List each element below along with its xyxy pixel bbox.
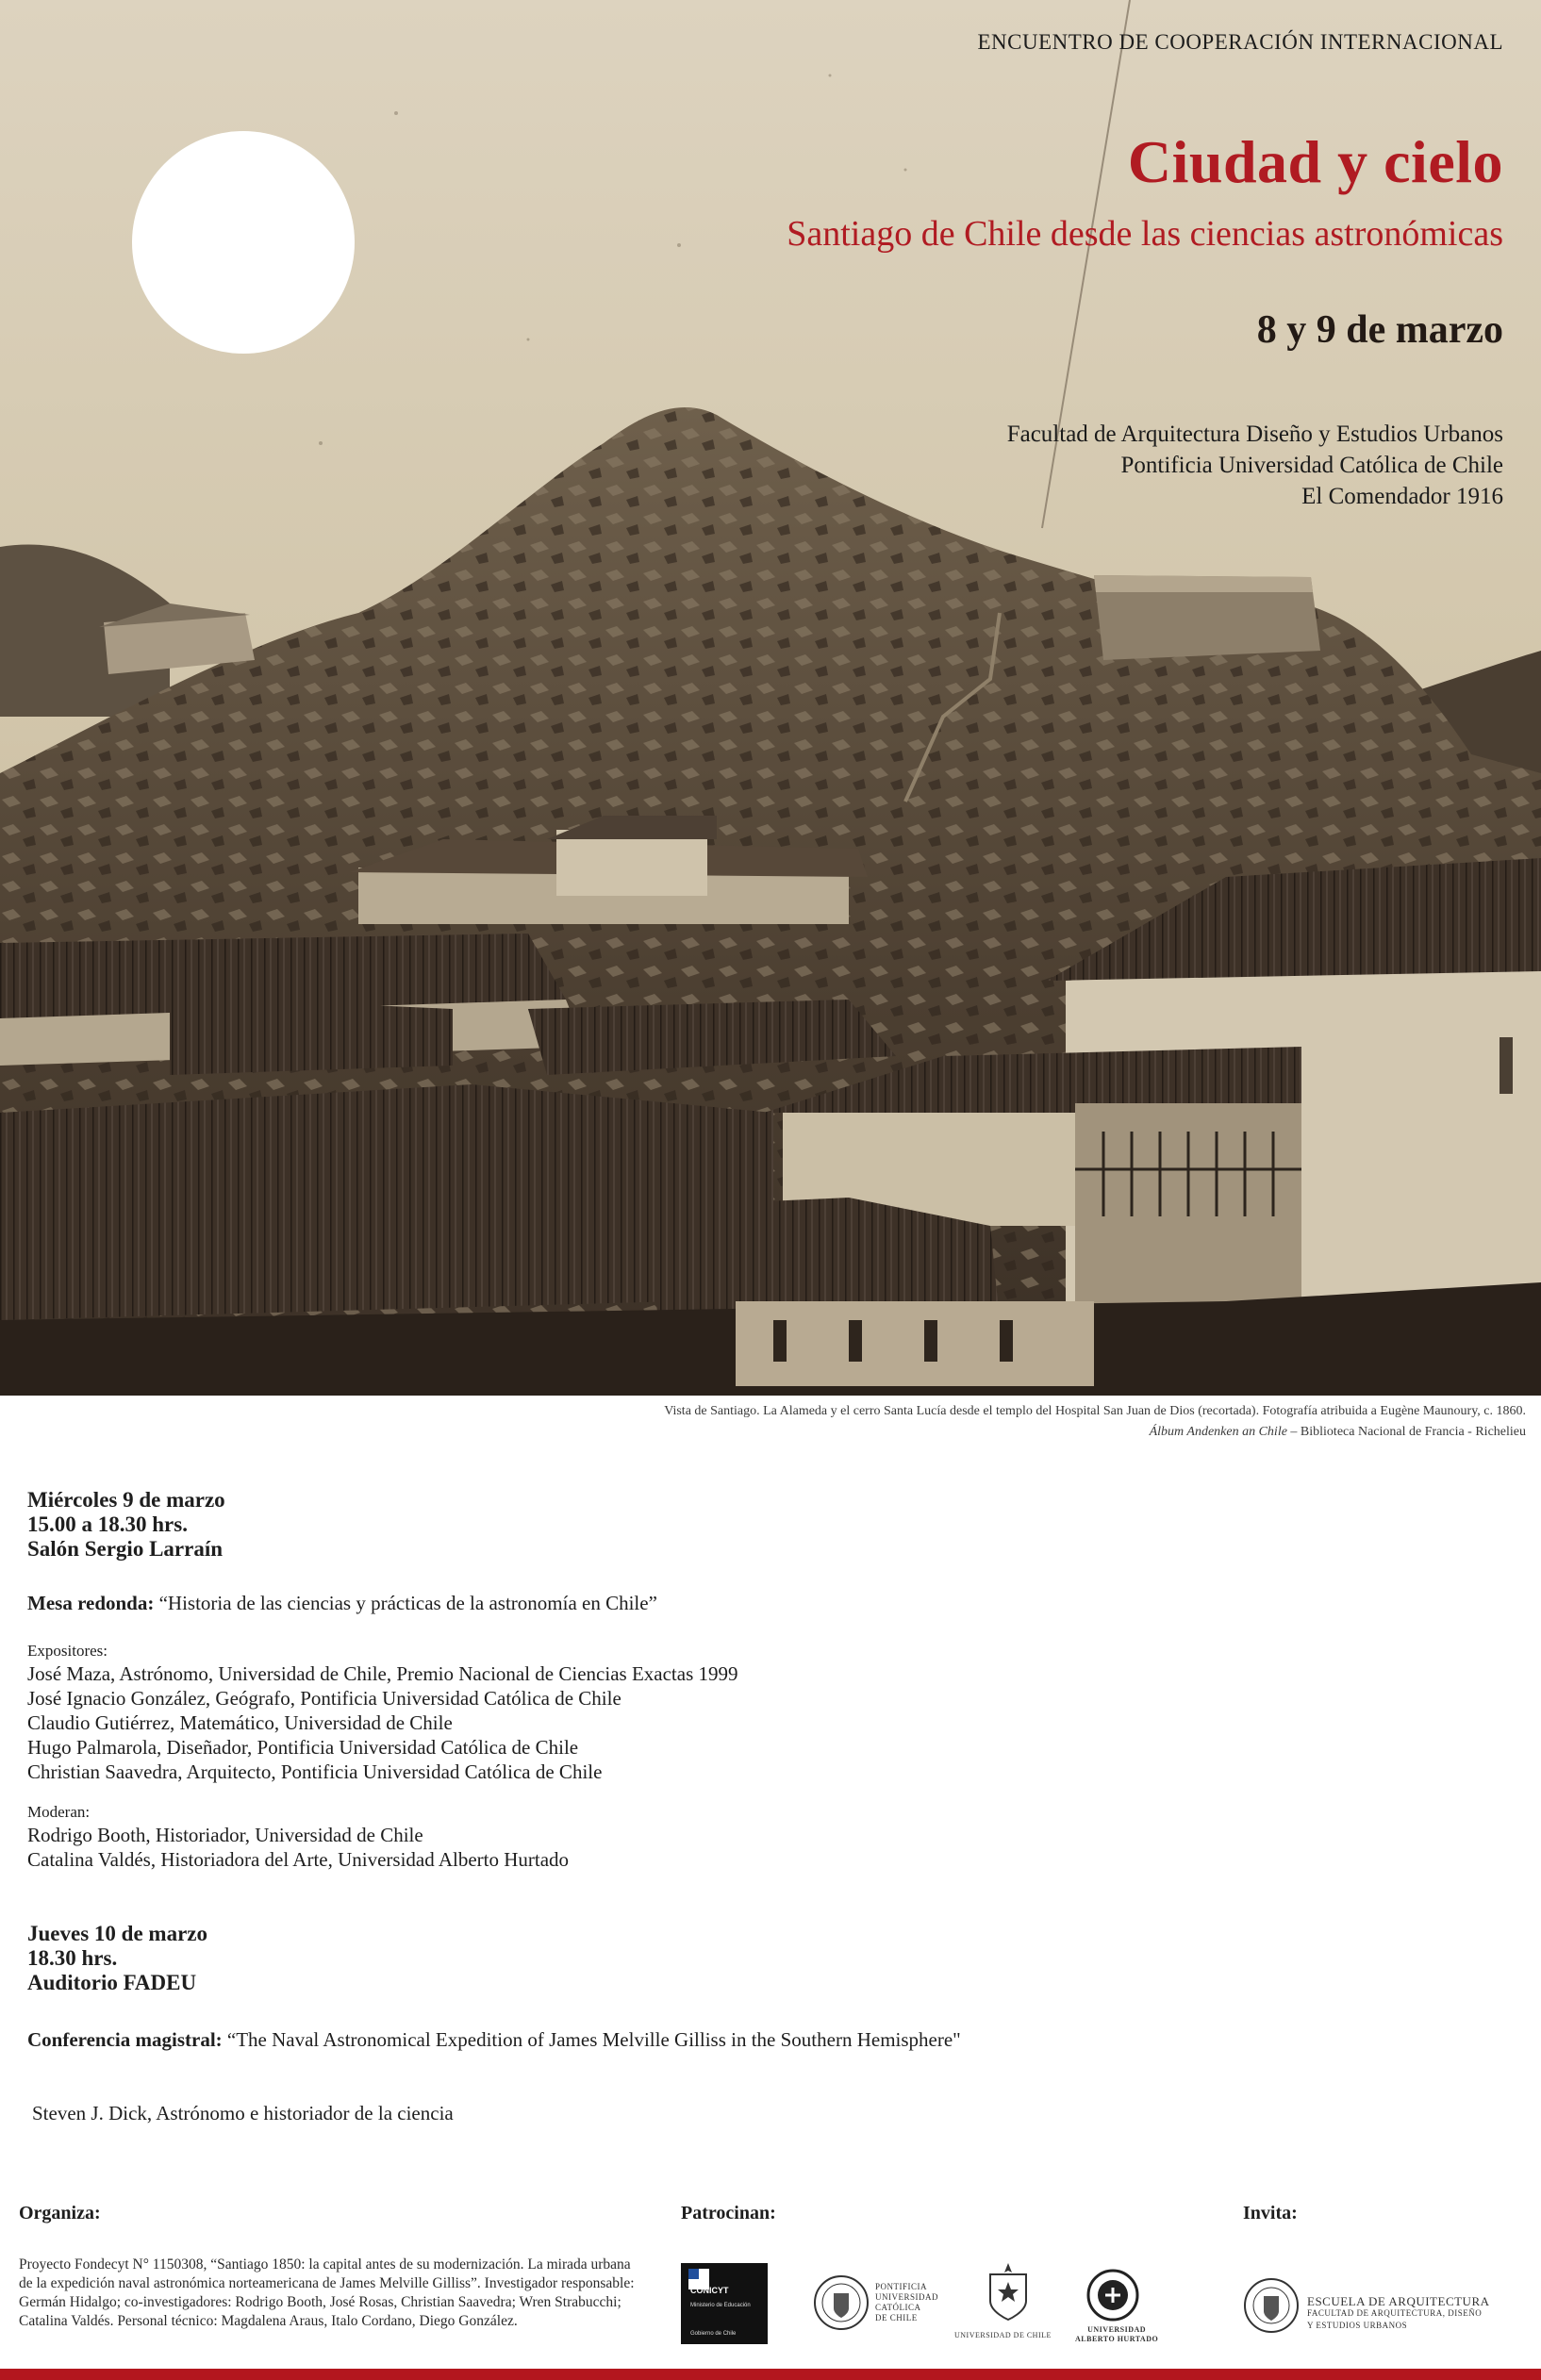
puc-label-line: PONTIFICIA	[875, 2282, 928, 2291]
venue-line: El Comendador 1916	[1301, 484, 1503, 509]
puc-crest-icon	[813, 2271, 870, 2337]
day2-header	[27, 1922, 207, 1995]
conicyt-name: CONICYT	[690, 2286, 729, 2295]
venue-line: Facultad de Arquitectura Diseño y Estudios Urbanos	[1006, 421, 1503, 447]
uah-label-line: ALBERTO HURTADO	[1075, 2335, 1159, 2343]
uchile-label: UNIVERSIDAD DE CHILE	[954, 2331, 1052, 2339]
day2-place: Auditorio FADEU	[27, 1971, 197, 1994]
day2-date: Jueves 10 de marzo	[27, 1922, 207, 1945]
event-venue	[1007, 419, 1503, 512]
caption-line: Vista de Santiago. La Alameda y el cerro Santa Lucía desde el templo del Hospital San Juan de Dios (recortada). Fotografía atribuida a Eugène Maunoury, c. 1860.	[664, 1404, 1526, 1418]
event-dates: 8 y 9 de marzo	[1256, 308, 1503, 352]
project-description: Proyecto Fondecyt N° 1150308, “Santiago 1850: la capital antes de su modernización. La mirada urbana de la expedición naval astronómica norteamericana de James Melville Gilliss”. Investigador responsable: Germán Hidalgo; co-investigadores: Rodrigo Booth, José Rosas, Christian Saavedra; Wren Strabucchi; Catalina Valdés. Personal técnico: Magdalena Araus, Italo Cordano, Diego González.	[19, 2256, 635, 2329]
invita-heading: Invita:	[1243, 2203, 1298, 2223]
day1-header	[27, 1488, 225, 1562]
uchile-crest-icon	[983, 2261, 1034, 2323]
uah-label-line: UNIVERSIDAD	[1087, 2325, 1147, 2334]
caption-source	[664, 1422, 1526, 1443]
puc-label	[875, 2282, 938, 2323]
organiza-heading: Organiza:	[19, 2203, 101, 2223]
speaker-item: Hugo Palmarola, Diseñador, Pontificia Universidad Católica de Chile	[27, 1736, 579, 1759]
speakers-label: Expositores:	[27, 1642, 108, 1660]
conicyt-ministry: Ministerio de Educación	[690, 2303, 751, 2308]
speaker-item: José Maza, Astrónomo, Universidad de Chile, Premio Nacional de Ciencias Exactas 1999	[27, 1662, 738, 1685]
event-series: ENCUENTRO DE COOPERACIÓN INTERNACIONAL	[977, 30, 1503, 54]
uchile-logo	[983, 2261, 1034, 2327]
escuela-label-line: FACULTAD DE ARQUITECTURA, DISEÑO	[1307, 2308, 1483, 2318]
escuela-label-line: ESCUELA DE ARQUITECTURA	[1307, 2294, 1490, 2308]
day1-session-title: “Historia de las ciencias y prácticas de la astronomía en Chile”	[154, 1592, 657, 1614]
caption-library: – Biblioteca Nacional de Francia - Richelieu	[1286, 1425, 1526, 1439]
day2-time: 18.30 hrs.	[27, 1946, 118, 1970]
puc-label-line: UNIVERSIDAD	[875, 2292, 938, 2302]
day1-session	[27, 1591, 657, 1615]
conicyt-government: Gobierno de Chile	[690, 2331, 737, 2337]
escuela-label-line: Y ESTUDIOS URBANOS	[1307, 2321, 1408, 2330]
day1-place: Salón Sergio Larraín	[27, 1537, 224, 1561]
uah-logo	[1086, 2269, 1139, 2325]
sun-circle	[132, 131, 355, 354]
day1-time: 15.00 a 18.30 hrs.	[27, 1512, 188, 1536]
moderator-item: Rodrigo Booth, Historiador, Universidad de Chile	[27, 1824, 423, 1846]
day1-date: Miércoles 9 de marzo	[27, 1488, 225, 1512]
day2-session-title: “The Naval Astronomical Expedition of James Melville Gilliss in the Southern Hemisphere"	[222, 2028, 961, 2051]
speaker-item: José Ignacio González, Geógrafo, Pontificia Universidad Católica de Chile	[27, 1687, 621, 1710]
escuela-logo	[1243, 2274, 1300, 2340]
conicyt-logo	[681, 2263, 768, 2344]
day1-speakers	[27, 1641, 738, 1784]
day2-speaker: Steven J. Dick, Astrónomo e historiador de la ciencia	[32, 2102, 454, 2124]
day1-moderators	[27, 1802, 569, 1872]
moderators-label: Moderan:	[27, 1803, 91, 1821]
patrocinan-heading: Patrocinan:	[681, 2203, 776, 2223]
day1-session-label: Mesa redonda:	[27, 1592, 155, 1614]
puc-logo	[813, 2271, 870, 2340]
uah-label	[1075, 2325, 1158, 2344]
day2-session-label: Conferencia magistral:	[27, 2028, 223, 2051]
day2-session	[27, 2027, 961, 2052]
caption-album: Álbum Andenken an Chile	[1149, 1425, 1287, 1439]
event-title: Ciudad y cielo	[1127, 128, 1503, 195]
escuela-crest-icon	[1243, 2274, 1300, 2337]
speaker-item: Christian Saavedra, Arquitecto, Pontificia Universidad Católica de Chile	[27, 1760, 603, 1783]
bottom-accent-bar	[0, 2369, 1541, 2380]
escuela-label	[1307, 2295, 1490, 2332]
puc-label-line: DE CHILE	[875, 2313, 918, 2322]
moderator-item: Catalina Valdés, Historiadora del Arte, Universidad Alberto Hurtado	[27, 1848, 570, 1871]
puc-label-line: CATÓLICA	[875, 2303, 921, 2312]
photo-caption	[664, 1401, 1526, 1443]
venue-line: Pontificia Universidad Católica de Chile	[1120, 453, 1503, 478]
speaker-item: Claudio Gutiérrez, Matemático, Universidad de Chile	[27, 1711, 453, 1734]
event-subtitle: Santiago de Chile desde las ciencias astronómicas	[787, 214, 1503, 254]
uah-crest-icon	[1086, 2269, 1139, 2322]
